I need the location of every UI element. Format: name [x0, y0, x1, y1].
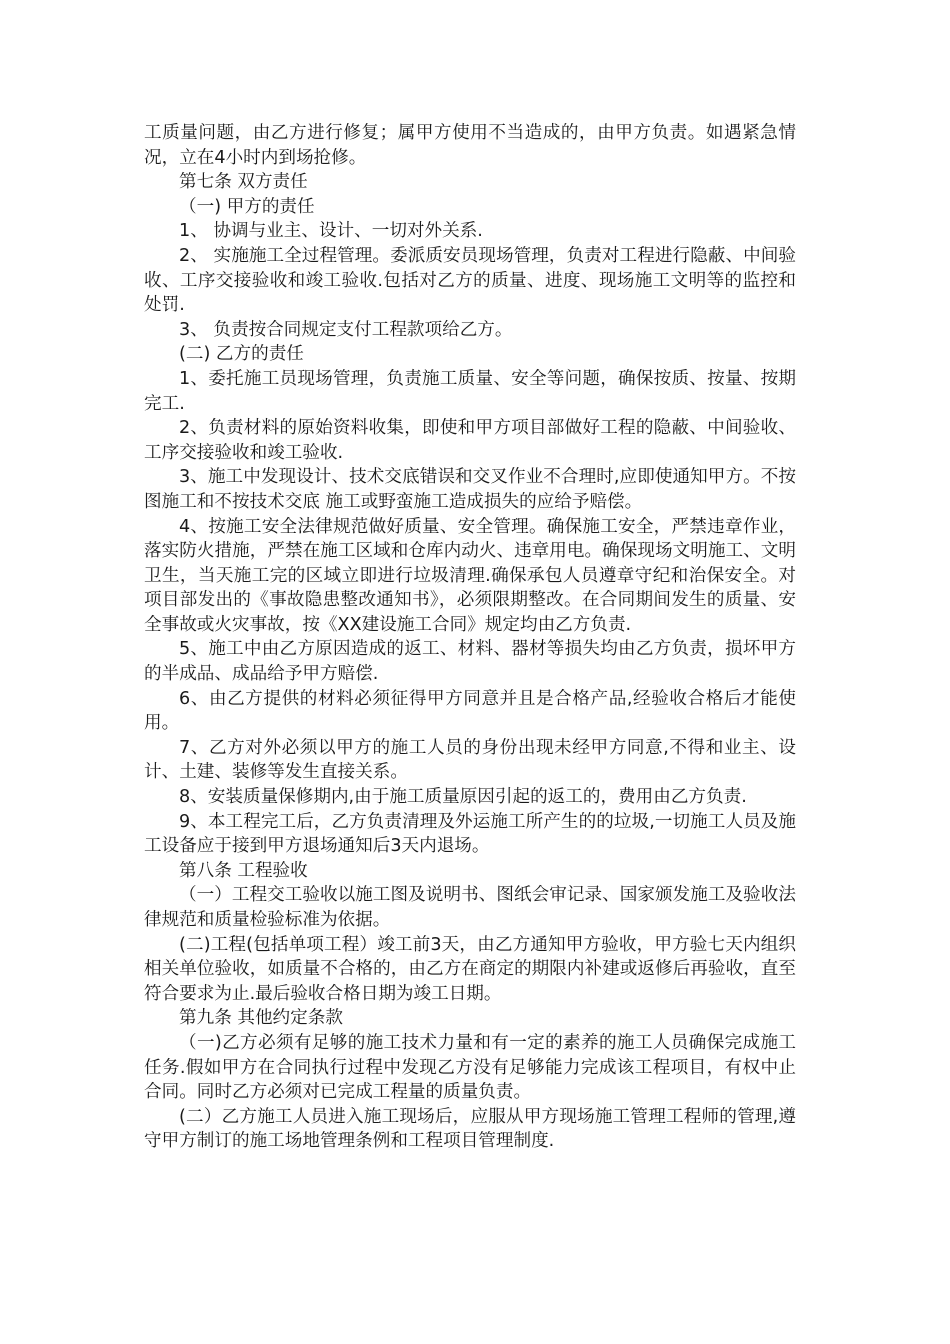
- party-b-section-heading: (二) 乙方的责任: [179, 344, 304, 365]
- paragraph-continuation: 工质量问题，由乙方进行修复；属甲方使用不当造成的，由甲方负责。如遇紧急情况，立在4小时内到场抢修。: [144, 123, 796, 168]
- paragraph: 2、负责材料的原始资料收集，即使和甲方项目部做好工程的隐蔽、中间验收、工序交接验收和竣工验收.: [144, 418, 796, 463]
- paragraph: 1、委托施工员现场管理，负责施工质量、安全等问题，确保按质、按量、按期完工.: [144, 368, 796, 414]
- paragraph: （一）工程交工验收以施工图及说明书、图纸会审记录、国家颁发施工及验收法律规范和质量检验标准为依据。: [144, 885, 796, 930]
- document-body: [144, 121, 796, 1154]
- paragraph: 3、施工中发现设计、技术交底错误和交叉作业不合理时,应即使通知甲方。不按图施工和不按技术交底 施工或野蛮施工造成损失的应给予赔偿。: [144, 467, 796, 512]
- paragraph: 9、本工程完工后，乙方负责清理及外运施工所产生的的垃圾,一切施工人员及施工设备应于接到甲方退场通知后3天内退场。: [144, 811, 796, 857]
- paragraph: (二）乙方施工人员进入施工现场后，应服从甲方现场施工管理工程师的管理,遵守甲方制订的施工场地管理条例和工程项目管理制度.: [144, 1106, 796, 1152]
- paragraph: 1、 协调与业主、设计、一切对外关系.: [179, 221, 483, 242]
- paragraph: 2、 实施施工全过程管理。委派质安员现场管理，负责对工程进行隐蔽、中间验收、工序交接验收和竣工验收.包括对乙方的质量、进度、现场施工文明等的监控和处罚.: [144, 245, 796, 316]
- paragraph: 5、施工中由乙方原因造成的返工、材料、器材等损失均由乙方负责，损坏甲方的半成品、成品给予甲方赔偿.: [144, 639, 796, 685]
- paragraph: 3、 负责按合同规定支付工程款项给乙方。: [179, 319, 513, 340]
- article-7-heading: 第七条 双方责任: [179, 172, 308, 193]
- paragraph: 8、安装质量保修期内,由于施工质量原因引起的返工的，费用由乙方负责.: [179, 787, 747, 808]
- paragraph: 4、按施工安全法律规范做好质量、安全管理。确保施工安全，严禁违章作业，落实防火措施，严禁在施工区域和仓库内动火、违章用电。确保现场文明施工、文明卫生，当天施工完的区域立即进行垃圾清理.确保承包人员遵章守纪和治保安全。对项目部发出的《事故隐患整改通知书》，必须限期整改。在合同期间发生的质量、安全事故或火灾事故，按《XX建设施工合同》规定均由乙方负责.: [144, 516, 796, 635]
- paragraph: 7、乙方对外必须以甲方的施工人员的身份出现未经甲方同意,不得和业主、设计、土建、装修等发生直接关系。: [144, 737, 796, 783]
- paragraph: 6、由乙方提供的材料必须征得甲方同意并且是合格产品,经验收合格后才能使用。: [144, 688, 796, 734]
- article-8-heading: 第八条 工程验收: [179, 860, 308, 881]
- paragraph: (二)工程(包括单项工程）竣工前3天，由乙方通知甲方验收，甲方验七天内组织相关单位验收，如质量不合格的，由乙方在商定的期限内补建或返修后再验收，直至符合要求为止.最后验收合格日期为竣工日期。: [144, 934, 796, 1004]
- article-9-heading: 第九条 其他约定条款: [179, 1008, 343, 1029]
- party-a-section-heading: （一) 甲方的责任: [179, 196, 315, 217]
- paragraph: （一)乙方必须有足够的施工技术力量和有一定的素养的施工人员确保完成施工任务.假如甲方在合同执行过程中发现乙方没有足够能力完成该工程项目，有权中止合同。同时乙方必须对已完成工程量的质量负责。: [144, 1032, 796, 1103]
